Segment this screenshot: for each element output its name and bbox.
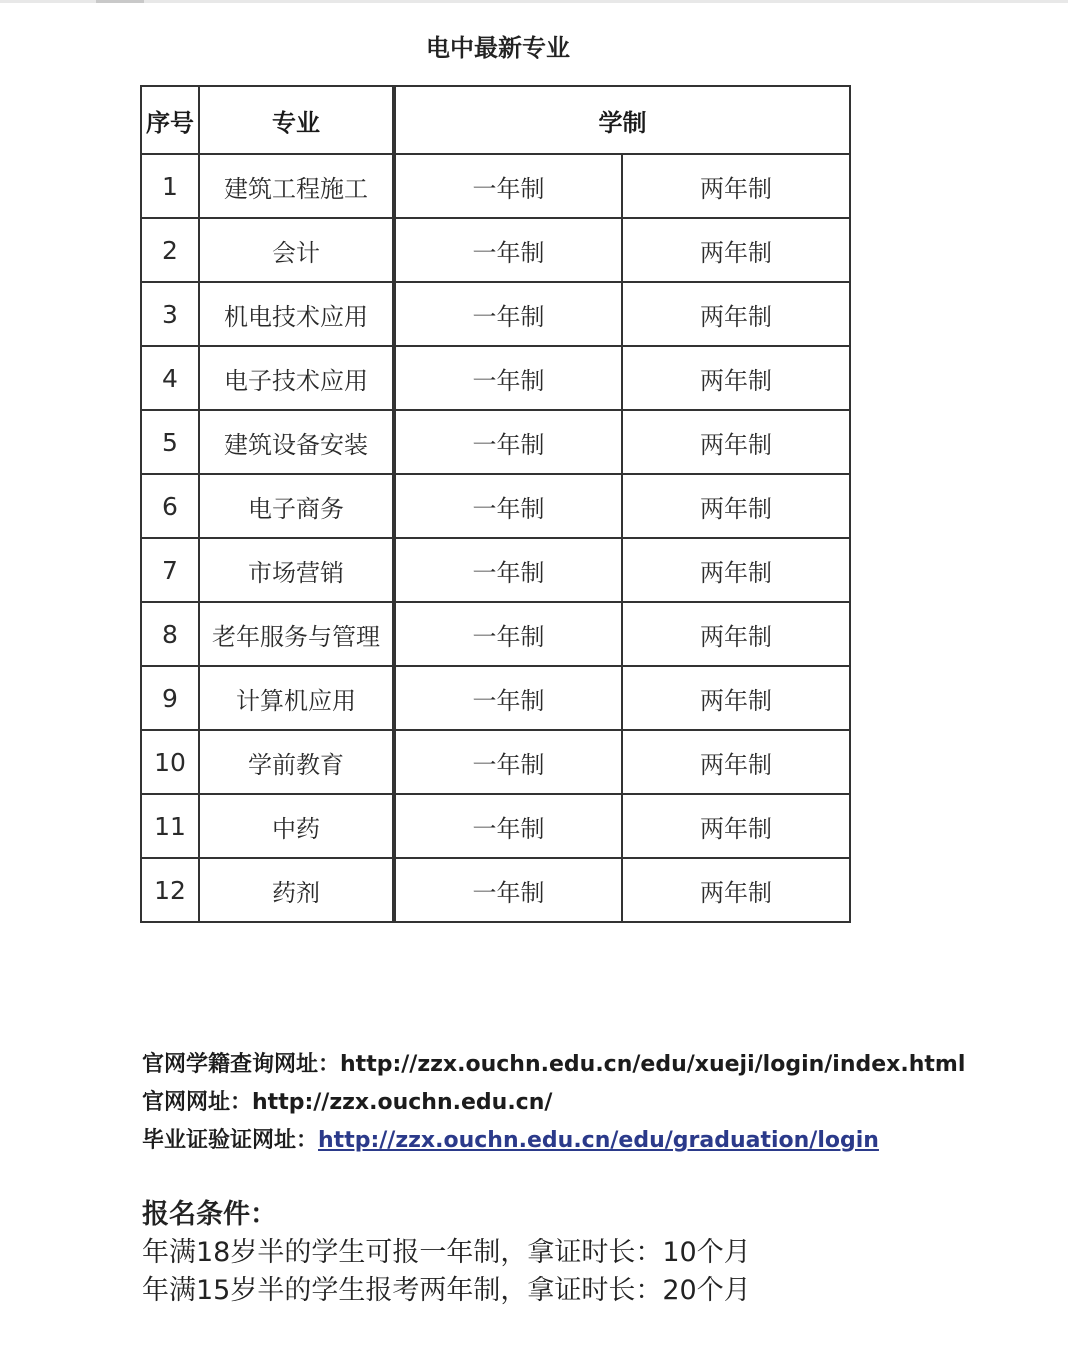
- row-major: 市场营销: [199, 538, 394, 602]
- row-one-year: 一年制: [394, 858, 622, 922]
- site-label: 官网网址：: [142, 1090, 253, 1115]
- row-two-year: 两年制: [622, 730, 850, 794]
- row-one-year: 一年制: [394, 666, 622, 730]
- row-major: 电子商务: [199, 474, 394, 538]
- row-one-year: 一年制: [394, 730, 622, 794]
- row-two-year: 两年制: [622, 282, 850, 346]
- row-one-year: 一年制: [394, 282, 622, 346]
- row-one-year: 一年制: [394, 794, 622, 858]
- row-major: 老年服务与管理: [199, 602, 394, 666]
- header-major: 专业: [199, 86, 394, 154]
- table-body: [141, 154, 850, 922]
- top-bar: [0, 0, 1068, 3]
- row-index: 4: [141, 346, 199, 410]
- row-two-year: 两年制: [622, 602, 850, 666]
- conditions-heading: 报名条件：: [142, 1199, 277, 1230]
- row-two-year: 两年制: [622, 154, 850, 218]
- row-index: 12: [141, 858, 199, 922]
- row-two-year: 两年制: [622, 346, 850, 410]
- condition-line-2: 年满15岁半的学生报考两年制，拿证时长：20个月: [142, 1275, 751, 1306]
- row-index: 6: [141, 474, 199, 538]
- row-two-year: 两年制: [622, 794, 850, 858]
- cert-label: 毕业证验证网址：: [142, 1128, 319, 1153]
- row-major: 建筑工程施工: [199, 154, 394, 218]
- row-major: 机电技术应用: [199, 282, 394, 346]
- row-major: 建筑设备安装: [199, 410, 394, 474]
- table-row: [141, 218, 850, 282]
- row-two-year: 两年制: [622, 858, 850, 922]
- registry-url: http://zzx.ouchn.edu.cn/edu/xueji/login/index.html: [340, 1052, 966, 1077]
- cert-row: [142, 1122, 965, 1160]
- cert-link[interactable]: http://zzx.ouchn.edu.cn/edu/graduation/login: [318, 1128, 879, 1153]
- table-row: [141, 602, 850, 666]
- conditions-section: [142, 1196, 751, 1310]
- row-major: 学前教育: [199, 730, 394, 794]
- row-major: 电子技术应用: [199, 346, 394, 410]
- row-one-year: 一年制: [394, 538, 622, 602]
- row-index: 11: [141, 794, 199, 858]
- links-section: [142, 1046, 965, 1160]
- site-row: [142, 1084, 965, 1122]
- row-one-year: 一年制: [394, 218, 622, 282]
- row-major: 中药: [199, 794, 394, 858]
- table-row: [141, 474, 850, 538]
- table-row: [141, 154, 850, 218]
- row-two-year: 两年制: [622, 666, 850, 730]
- row-index: 5: [141, 410, 199, 474]
- row-one-year: 一年制: [394, 474, 622, 538]
- row-major: 药剂: [199, 858, 394, 922]
- row-major: 计算机应用: [199, 666, 394, 730]
- row-one-year: 一年制: [394, 602, 622, 666]
- table-row: [141, 410, 850, 474]
- header-system: 学制: [394, 86, 850, 154]
- site-url: http://zzx.ouchn.edu.cn/: [252, 1090, 553, 1115]
- table-row: [141, 282, 850, 346]
- row-two-year: 两年制: [622, 218, 850, 282]
- row-one-year: 一年制: [394, 346, 622, 410]
- registry-label: 官网学籍查询网址：: [142, 1052, 341, 1077]
- table-row: [141, 730, 850, 794]
- scroll-indicator: [96, 0, 144, 3]
- row-two-year: 两年制: [622, 410, 850, 474]
- row-index: 2: [141, 218, 199, 282]
- row-index: 10: [141, 730, 199, 794]
- majors-table: [140, 85, 851, 923]
- page-title: 电中最新专业: [426, 34, 570, 62]
- row-two-year: 两年制: [622, 474, 850, 538]
- table-row: [141, 794, 850, 858]
- row-two-year: 两年制: [622, 538, 850, 602]
- row-major: 会计: [199, 218, 394, 282]
- row-index: 1: [141, 154, 199, 218]
- table-row: [141, 538, 850, 602]
- table-row: [141, 666, 850, 730]
- header-index: 序号: [141, 86, 199, 154]
- condition-line-1: 年满18岁半的学生可报一年制，拿证时长：10个月: [142, 1237, 751, 1268]
- table-row: [141, 346, 850, 410]
- row-one-year: 一年制: [394, 154, 622, 218]
- row-index: 8: [141, 602, 199, 666]
- table-row: [141, 858, 850, 922]
- row-index: 3: [141, 282, 199, 346]
- registry-row: [142, 1046, 965, 1084]
- row-one-year: 一年制: [394, 410, 622, 474]
- table-header-row: [141, 86, 850, 154]
- row-index: 9: [141, 666, 199, 730]
- row-index: 7: [141, 538, 199, 602]
